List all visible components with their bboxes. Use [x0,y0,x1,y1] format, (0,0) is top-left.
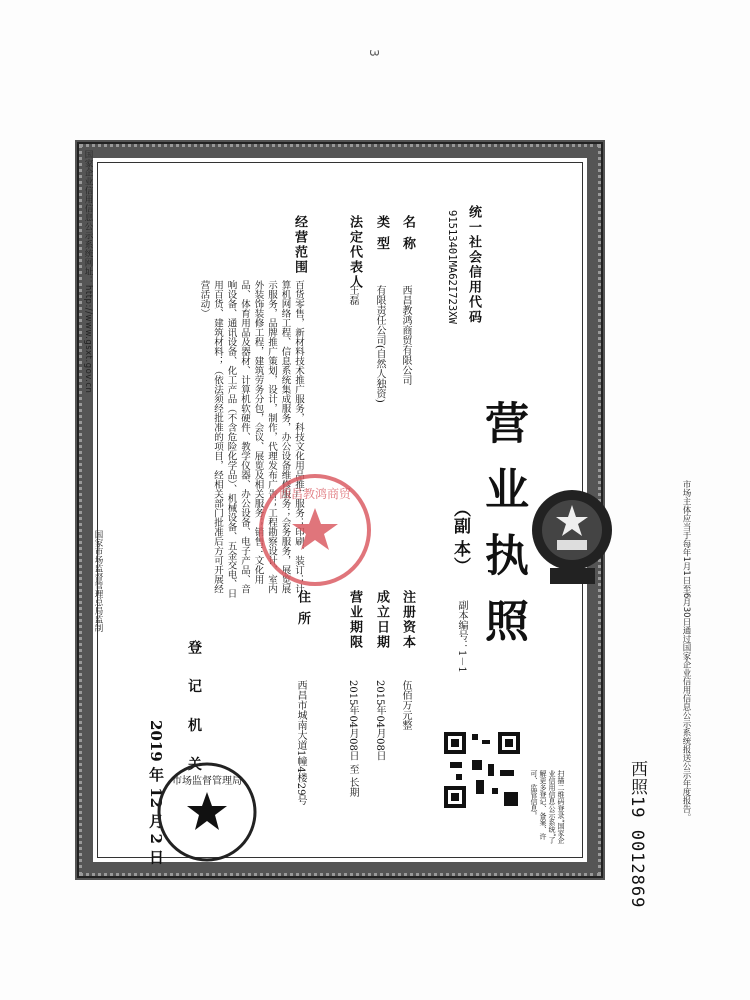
type-label: 类 型 [374,215,389,252]
term-label: 营业期限 [347,590,362,650]
page-number: 3 [366,49,381,57]
established-value: 2015年04月08日 [374,680,385,761]
authority-seal-icon [155,760,260,865]
established-label: 成立日期 [374,590,389,650]
qr-note: 扫描二维码登录“国家企业信用信息公示系统”了解更多登记、备案、许可、监管信息。 [530,770,565,844]
svg-text:西昌教鸿商贸: 西昌教鸿商贸 [278,487,352,501]
name-label: 名 称 [400,215,415,252]
type-value: 有限责任公司(自然人独资) [374,285,385,403]
company-seal-icon [255,470,375,590]
credit-code-label: 统一社会信用代码 [466,205,481,325]
national-emblem-icon [525,480,620,590]
serial-number: 西照19 0012869 [627,760,647,909]
credit-code-value: 91513401MA62I723XW [446,210,458,324]
license-title: 营业执照 [477,400,528,664]
capital-value: 伍佰万元整 [400,680,411,730]
rep-label: 法定代表人 [347,215,362,290]
rep-value: 王磊 [347,285,358,305]
address-label: 住 所 [295,590,310,627]
scope-text: 百货零售，新材料技术推广服务，科技文化用品推广服务；印刷、装订；计算机网络工程、信息系统集成服务，办公设备维修服务；会务服务，展览展示服务，品牌推广策划，设计，制作，代理发布广告；工程勘察设计，室内外装饰装修工程，建筑劳务分包，会议、展览及相关服务；销售：文化用品、体育用品及器材、计算机软硬件、教学仪器、办公设备、电子产品、音响设备、通讯设备、化工产品（不含危险化学品）、机械设备、五金交电、日用百货、建筑材料；（依法须经批准的项目，经相关部门批准后方可开展经营活动） [198,280,304,599]
term-value: 2015年04月08日 至 长期 [347,680,358,798]
address-value: 西昌市城南大道1幢4楼29号 [295,680,306,806]
side-url-text: 国家企业信用信息公示系统网址：http://www.gsxt.gov.cn [83,150,93,394]
authority-label: 登 记 机 关 [186,640,202,781]
side-report-notice: 市场主体应当于每年1月1日至6月30日通过国家企业信用信息公示系统报送公示年度报告。 [681,480,691,822]
license-subtitle: （副 本） [450,500,470,574]
copy-number: 副本编号：1－1 [456,600,467,673]
capital-label: 注册资本 [400,590,415,650]
issue-date: 2019 年 12 月 2 日 [147,720,165,865]
name-value: 西昌教鸿商贸有限公司 [400,285,411,385]
scope-label: 经营范围 [292,215,307,275]
svg-text:市场监督管理局: 市场监督管理局 [172,776,242,787]
side-authority-text: 国家市场监督管理总局监制 [93,530,103,632]
